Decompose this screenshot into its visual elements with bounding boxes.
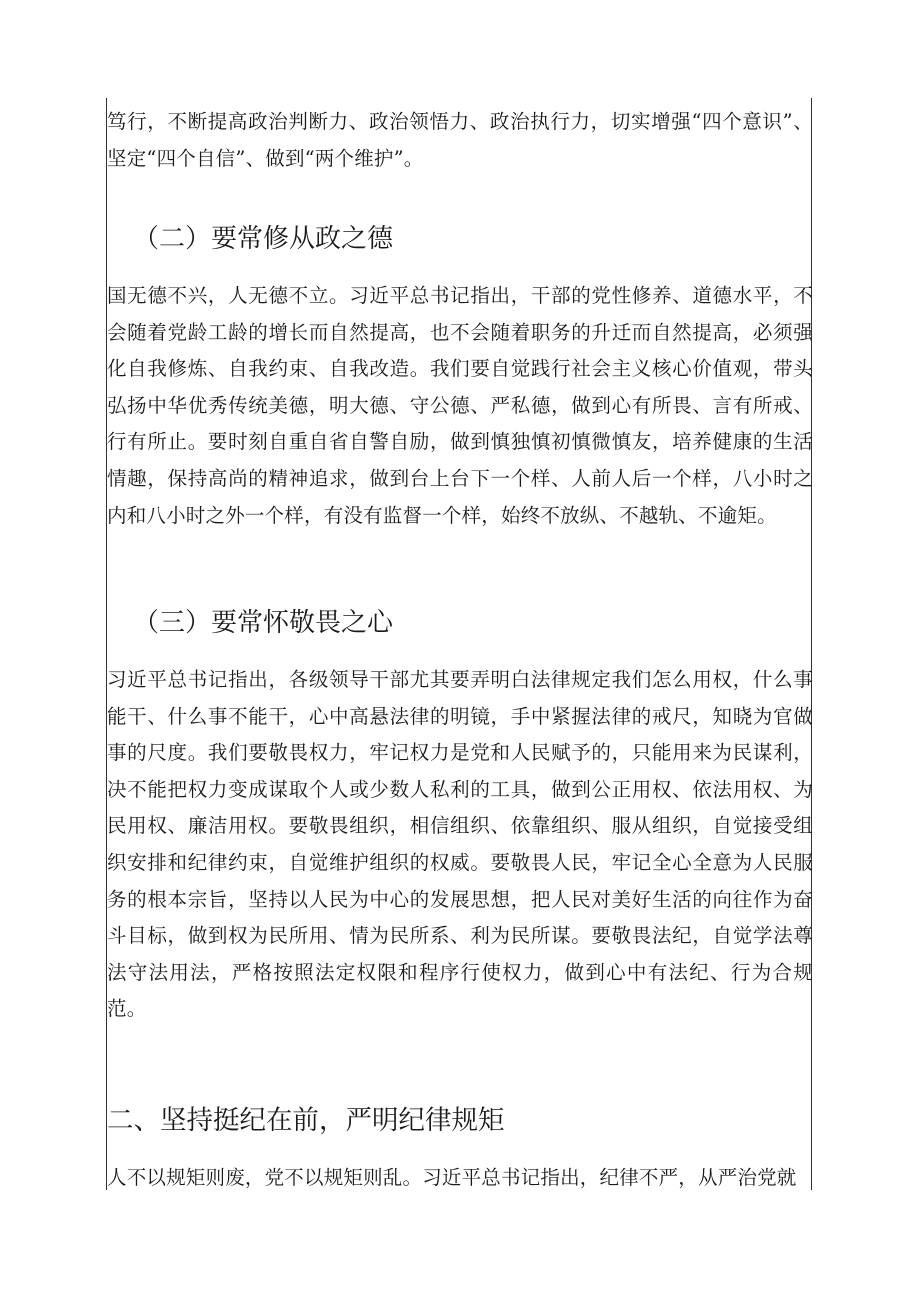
heading-third: （三）要常怀敬畏之心	[133, 608, 394, 638]
paragraph-intro: 笃行，不断提高政治判断力、政治领悟力、政治执行力，切实增强“四个意识”、坚定“四个自信”、做到“两个维护”。	[107, 110, 813, 170]
heading-second: （二）要常修从政之德	[133, 224, 394, 254]
paragraph-reverence: 习近平总书记指出，各级领导干部尤其要弄明白法律规定我们怎么用权，什么事能干、什么事不能干，心中高悬法律的明镜，手中紧握法律的戒尺，知晓为官做事的尺度。我们要敬畏权力，牢记权力是党和人民赋予的，只能用来为民谋利，决不能把权力变成谋取个人或少数人私利的工具，做到公正用权、依法用权、为民用权、廉洁用权。要敬畏组织，相信组织、依靠组织、服从组织，自觉接受组织安排和纪律约束，自觉维护组织的权威。要敬畏人民，牢记全心全意为人民服务的根本宗旨，坚持以人民为中心的发展思想，把人民对美好生活的向往作为奋斗目标，做到权为民所用、情为民所系、利为民所谋。要敬畏法纪，自觉学法尊法守法用法，严格按照法定权限和程序行使权力，做到心中有法纪、行为合规范。	[107, 668, 813, 1021]
paragraph-discipline: 人不以规矩则废，党不以规矩则乱。习近平总书记指出，纪律不严，从严治党就	[107, 1166, 797, 1189]
paragraph-virtue: 国无德不兴，人无德不立。习近平总书记指出，干部的党性修养、道德水平，不会随着党龄工龄的增长而自然提高，也不会随着职务的升迁而自然提高，必须强化自我修炼、自我约束、自我改造。我们要自觉践行社会主义核心价值观，带头弘扬中华优秀传统美德，明大德、守公德、严私德，做到心有所畏、言有所戒、行有所止。要时刻自重自省自警自励，做到慎独慎初慎微慎友，培养健康的生活情趣，保持高尚的精神追求，做到台上台下一个样、人前人后一个样，八小时之内和八小时之外一个样，有没有监督一个样，始终不放纵、不越轨、不逾矩。	[107, 284, 813, 527]
section-heading-two: 二、坚持挺纪在前，严明纪律规矩	[107, 1105, 505, 1136]
document-page	[106, 98, 812, 1190]
